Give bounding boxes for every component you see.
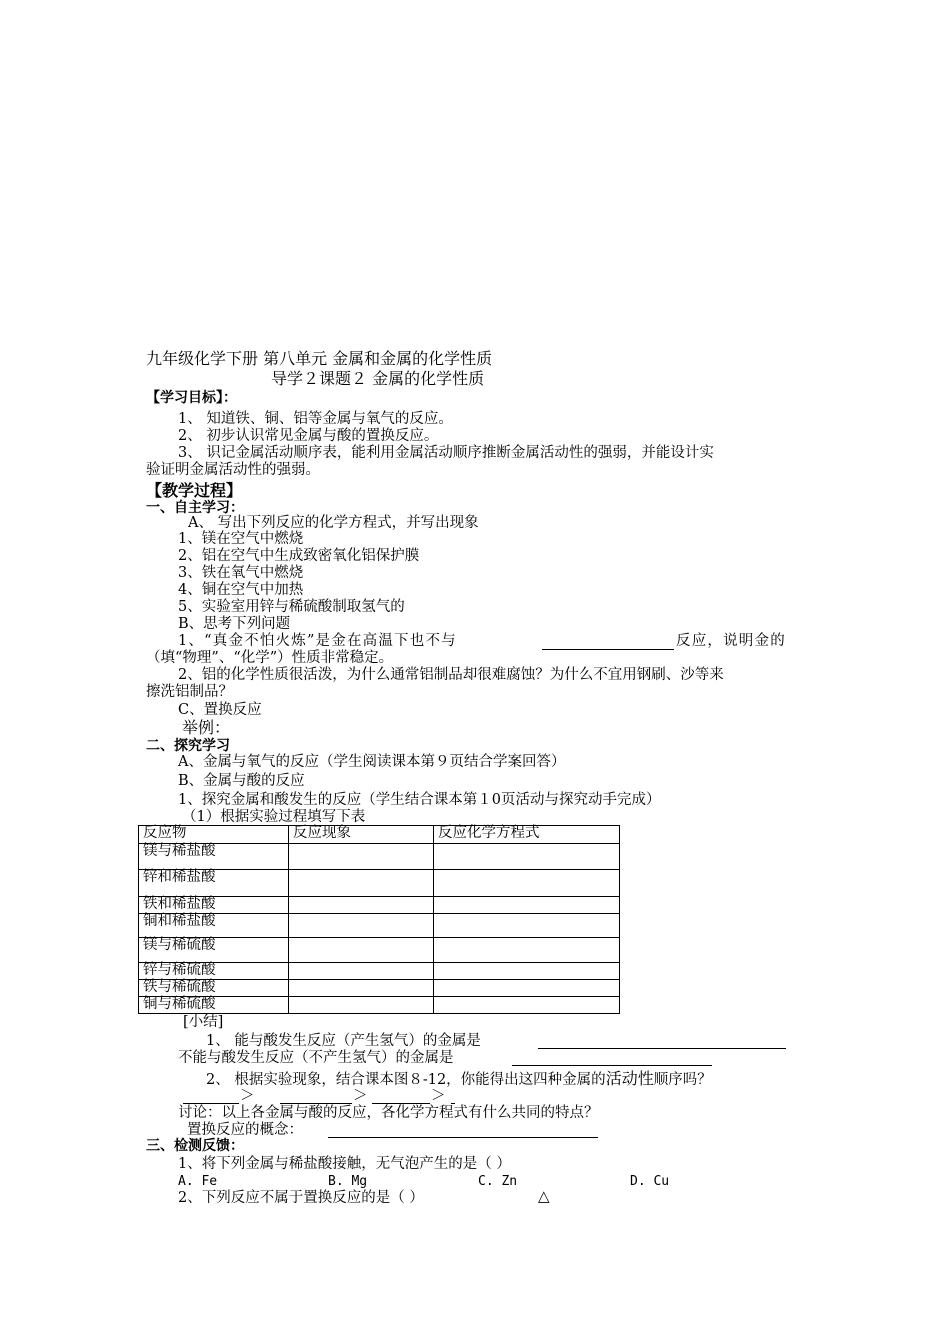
inquiry-1: 1、探究金属和酸发生的反应（学生结合课本第１0页活动与探究动手完成） — [178, 792, 661, 808]
order-blank-2[interactable] — [280, 1103, 352, 1104]
table-header-equation: 反应化学方程式 — [434, 826, 620, 844]
order-blank-1[interactable] — [183, 1103, 239, 1104]
summary-1b: 不能与酸发生反应（不产生氢气）的金属是 — [178, 1050, 454, 1066]
table-cell-input[interactable] — [289, 897, 434, 914]
concept-blank[interactable] — [328, 1137, 598, 1138]
option-d: D. Cu — [630, 1174, 670, 1189]
question-1-b: 反应，说明金的 — [676, 633, 786, 649]
question-1-c: （填“物理”、“化学”）性质非常稳定。 — [146, 650, 394, 666]
table-row-reactant: 铜与稀硫酸 — [139, 997, 289, 1014]
part-a-item-1: 1、镁在空气中燃烧 — [178, 531, 304, 547]
table-cell-input[interactable] — [434, 963, 620, 980]
goal-item-3-cont: 验证明金属活动性的强弱。 — [146, 462, 320, 478]
doc-subtitle: 导学２课题２ 金属的化学性质 — [271, 369, 485, 388]
example-label: 举例： — [182, 718, 231, 737]
table-cell-input[interactable] — [289, 870, 434, 897]
concept-label: 置换反应的概念： — [187, 1122, 303, 1138]
table-cell-input[interactable] — [434, 914, 620, 938]
summary-2-end: 顺序吗？ — [653, 1072, 712, 1088]
goal-item-1: 1、 知道铁、铜、铝等金属与氧气的反应。 — [178, 411, 453, 427]
triangle-icon: △ — [538, 1187, 550, 1205]
summary-2-emph: 活动性 — [605, 1069, 654, 1088]
table-header-phenomenon: 反应现象 — [289, 826, 434, 844]
order-sep-2: ＞ — [353, 1088, 368, 1104]
table-cell-input[interactable] — [434, 938, 620, 963]
table-row-reactant: 铜和稀盐酸 — [139, 914, 289, 938]
table-cell-input[interactable] — [289, 997, 434, 1014]
section-self-study: 一、自主学习： — [146, 500, 244, 516]
reaction-table — [138, 825, 620, 1014]
option-a: A. Fe — [178, 1174, 218, 1189]
discussion: 讨论：以上各金属与酸的反应，各化学方程式有什么共同的特点？ — [178, 1105, 599, 1121]
inquiry-a: A、金属与氧气的反应（学生阅读课本第９页结合学案回答） — [178, 754, 566, 770]
inquiry-b: B、金属与酸的反应 — [178, 773, 305, 789]
table-cell-input[interactable] — [289, 980, 434, 997]
table-cell-input[interactable] — [289, 938, 434, 963]
table-cell-input[interactable] — [434, 897, 620, 914]
process-heading: 【教学过程】 — [146, 481, 243, 500]
table-cell-input[interactable] — [434, 844, 620, 870]
table-cell-input[interactable] — [434, 997, 620, 1014]
table-row-reactant: 铁和稀盐酸 — [139, 897, 289, 914]
order-blank-3[interactable] — [372, 1103, 430, 1104]
summary-label: [小结] — [183, 1014, 224, 1030]
test-question-1: 1、将下列金属与稀盐酸接触，无气泡产生的是（ ） — [178, 1156, 511, 1172]
table-cell-input[interactable] — [289, 963, 434, 980]
order-sep-3: ＞ — [431, 1088, 446, 1104]
table-cell-input[interactable] — [289, 914, 434, 938]
question-1-a: 1、“真金不怕火炼”是金在高温下也不与 — [178, 633, 457, 649]
option-b: B. Mg — [328, 1174, 368, 1189]
part-a-title: A、 写出下列反应的化学方程式，并写出现象 — [188, 515, 479, 531]
table-header-reactant: 反应物 — [139, 826, 289, 844]
table-row-reactant: 铁与稀硫酸 — [139, 980, 289, 997]
inquiry-1-1: （1）根据实验过程填写下表 — [182, 809, 366, 825]
question-1-blank[interactable] — [542, 649, 674, 650]
summary-1b-blank[interactable] — [512, 1065, 712, 1066]
section-test: 三、检测反馈： — [146, 1138, 244, 1154]
table-row-reactant: 锌与稀硫酸 — [139, 963, 289, 980]
part-a-item-2: 2、铝在空气中生成致密氧化铝保护膜 — [178, 548, 420, 564]
summary-2-text: 2、 根据实验现象，结合课本图８-12，你能得出这四种金属的 — [206, 1072, 606, 1088]
summary-2 — [206, 1070, 712, 1089]
table-cell-input[interactable] — [434, 980, 620, 997]
question-2-b: 擦洗铝制品？ — [146, 684, 233, 700]
summary-1: 1、 能与酸发生反应（产生氢气）的金属是 — [206, 1033, 481, 1049]
test-question-2: 2、下列反应不属于置换反应的是（ ） — [178, 1190, 424, 1206]
part-b-title: B、思考下列问题 — [178, 616, 291, 632]
part-a-item-3: 3、铁在氧气中燃烧 — [178, 565, 304, 581]
option-c: C. Zn — [478, 1174, 518, 1189]
part-c-title: C、置换反应 — [178, 702, 262, 718]
order-blank-4[interactable] — [451, 1103, 455, 1104]
section-inquiry: 二、探究学习 — [146, 738, 230, 754]
table-cell-input[interactable] — [289, 844, 434, 870]
goals-heading: 【学习目标】： — [146, 390, 237, 406]
table-row-reactant: 镁与稀硫酸 — [139, 938, 289, 963]
table-row-reactant: 镁与稀盐酸 — [139, 844, 289, 870]
doc-title: 九年级化学下册 第八单元 金属和金属的化学性质 — [146, 349, 493, 368]
goal-item-2: 2、 初步认识常见金属与酸的置换反应。 — [178, 428, 439, 444]
part-a-item-5: 5、实验室用锌与稀硫酸制取氢气的 — [178, 599, 405, 615]
part-a-item-4: 4、铜在空气中加热 — [178, 582, 304, 598]
summary-1-blank[interactable] — [538, 1048, 786, 1049]
goal-item-3: 3、 识记金属活动顺序表，能利用金属活动顺序推断金属活动性的强弱，并能设计实 — [178, 445, 714, 461]
question-2-a: 2、铝的化学性质很活泼，为什么通常铝制品却很难腐蚀？为什么不宜用钢刷、沙等来 — [178, 667, 724, 683]
table-row-reactant: 锌和稀盐酸 — [139, 870, 289, 897]
order-sep-1: ＞ — [240, 1088, 255, 1104]
table-cell-input[interactable] — [434, 870, 620, 897]
